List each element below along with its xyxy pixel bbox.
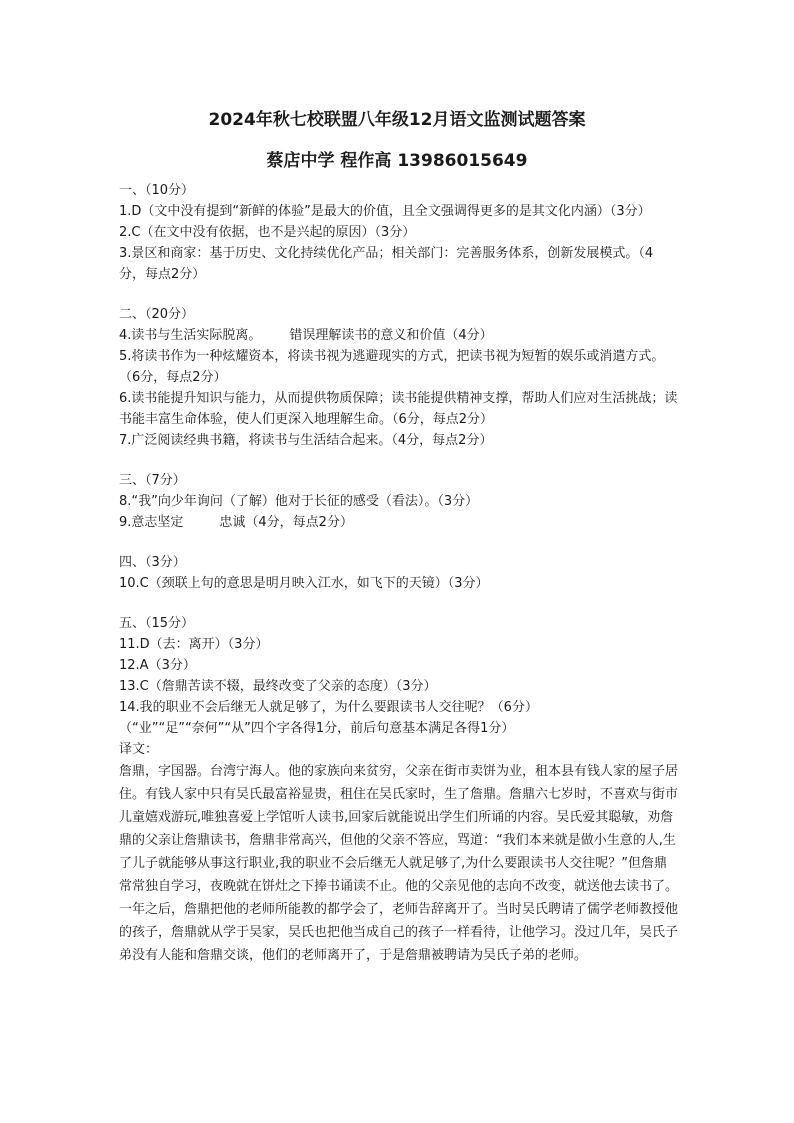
- section-heading-3: 三、（7分）: [119, 473, 186, 488]
- answer-q9: [119, 512, 679, 533]
- answer-q1: 1.D（文中没有提到“新鲜的体验”是最大的价值，且全文强调得更多的是其文化内涵）（3分）: [119, 204, 651, 219]
- answer-q9-part1: 9.意志坚定: [119, 515, 184, 530]
- answer-q10: 10.C（颈联上句的意思是明月映入江水，如飞下的天镜）（3分）: [119, 576, 489, 591]
- answer-q2: 2.C（在文中没有依据，也不是兴起的原因）（3分）: [119, 225, 416, 240]
- answer-q5: 5.将读书作为一种炫耀资本，将读书视为逃避现实的方式，把读书视为短暂的娱乐或消遣方式。（6分，每点2分）: [119, 349, 665, 385]
- answer-q4-part2: 错误理解读书的意义和价值（4分）: [289, 328, 493, 343]
- section-heading-5: 五、（15分）: [119, 616, 195, 631]
- answer-q12: 12.A（3分）: [119, 658, 196, 673]
- translation-text: 詹鼎，字国器。台湾宁海人。他的家族向来贫穷，父亲在街市卖饼为业，租本县有钱人家的屋子居住。有钱人家中只有吴氏最富裕显贵，租住在吴氏家时，生了詹鼎。詹鼎六七岁时，不喜欢与街市儿童嬉戏游玩,唯独喜爱上学馆听人读书,回家后就能说出学生们所诵的内容。吴氏爱其聪敏，劝詹鼎的父亲让詹鼎读书，詹鼎非常高兴，但他的父亲不答应，骂道：“我们本来就是做小生意的人,生了儿子就能够从事这行职业,我的职业不会后继无人就足够了,为什么要跟读书人交往呢？”但詹鼎常常独自学习，夜晚就在饼灶之下捧书诵读不止。他的父亲见他的志向不改变，就送他去读书了。一年之后，詹鼎把他的老师所能教的都学会了，老师告辞离开了。当时吴氏聘请了儒学老师教授他的孩子，詹鼎就从学于吴家，吴氏也把他当成自己的孩子一样看待，让他学习。没过几年，吴氏子弟没有人能和詹鼎交谈，他们的老师离开了，于是詹鼎被聘请为吴氏子弟的老师。: [119, 764, 679, 963]
- answer-q4-part1: 4.读书与生活实际脱离。: [119, 328, 262, 343]
- answer-q9-part2: 忠诚（4分，每点2分）: [219, 515, 353, 530]
- answer-q7: 7.广泛阅读经典书籍，将读书与生活结合起来。（4分，每点2分）: [119, 433, 493, 448]
- translation-label: 译文：: [119, 742, 159, 757]
- section-heading-4: 四、（3分）: [119, 555, 186, 570]
- answer-q6: 6.读书能提升知识与能力，从而提供物质保障；读书能提供精神支撑，帮助人们应对生活挑战；读书能丰富生命体验，使人们更深入地理解生命。（6分，每点2分）: [119, 391, 678, 427]
- page-title: 2024年秋七校联盟八年级12月语文监测试题答案: [208, 110, 586, 130]
- answer-q3: 3.景区和商家：基于历史、文化持续优化产品；相关部门：完善服务体系，创新发展模式。（4分，每点2分）: [119, 246, 654, 282]
- answer-q13: 13.C（詹鼎苦读不辍，最终改变了父亲的态度）（3分）: [119, 679, 437, 694]
- author-line: 蔡店中学 程作高 13986015649: [266, 151, 528, 171]
- answer-q14: 14.我的职业不会后继无人就足够了，为什么要跟读书人交往呢？（6分）: [119, 700, 538, 715]
- answer-q11: 11.D（去：离开）（3分）: [119, 637, 269, 652]
- section-heading-2: 二、（20分）: [119, 307, 195, 322]
- section-heading-1: 一、（10分）: [119, 183, 195, 198]
- answer-q4: [119, 325, 679, 346]
- answer-q14-scoring-note: （“业”“足”“奈何”“从”四个字各得1分，前后句意基本满足各得1分）: [119, 721, 515, 736]
- answer-q8: 8.“我”向少年询问（了解）他对于长征的感受（看法）。（3分）: [119, 494, 479, 509]
- answer-content: [119, 180, 679, 967]
